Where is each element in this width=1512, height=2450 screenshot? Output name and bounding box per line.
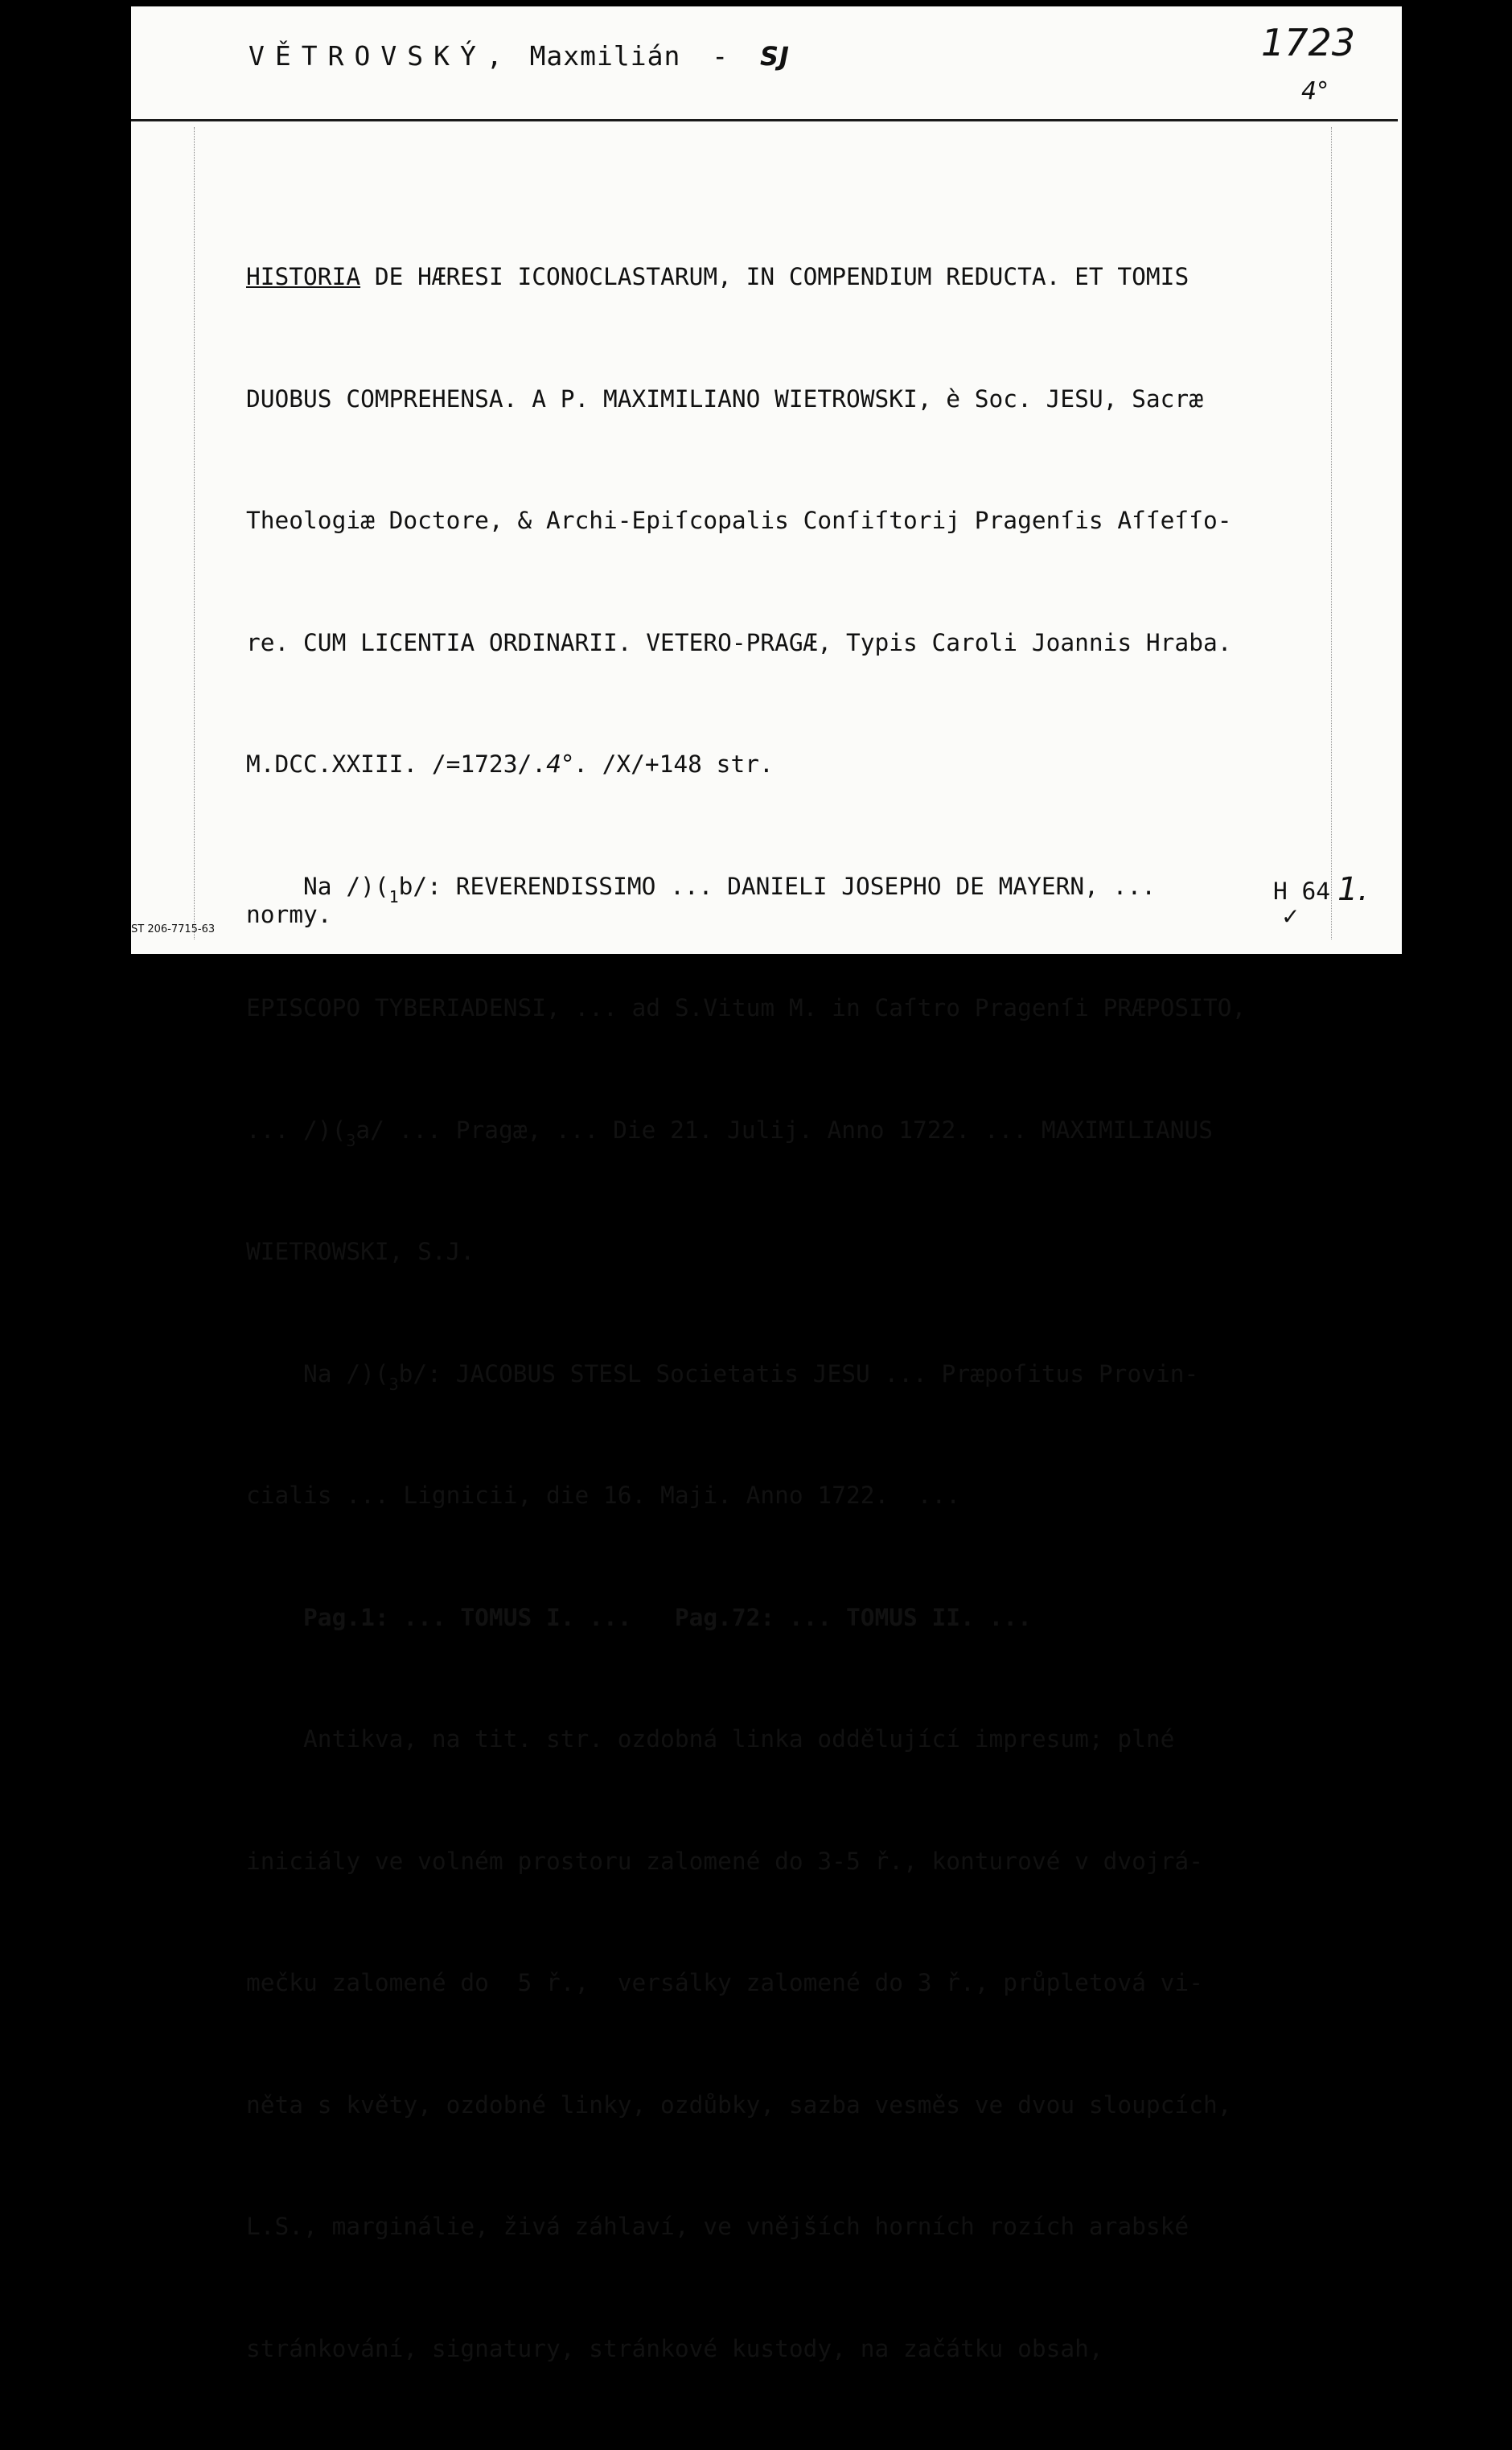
check-mark: ✓ bbox=[1281, 903, 1300, 930]
format-mark: 4° bbox=[1301, 77, 1329, 105]
order-mark: SJ bbox=[760, 41, 790, 72]
entry-line: M.DCC.XXIII. /=1723/.4°. /X/+148 str. bbox=[246, 750, 774, 779]
entry-line: Na $/)(_1b/$: REVERENDISSIMO ... DANIELI JOSEPHO DE MAYERN, ... bbox=[246, 872, 1156, 906]
heading-dash: - bbox=[712, 40, 729, 72]
entry-line: re. CUM LICENTIA ORDINARII. VETERO-PRAGÆ, Typis Caroli Joannis Hraba. bbox=[246, 628, 1232, 656]
entry-line: něta s květy, ozdobné linky, ozdůbky, sazba vesměs ve dvou sloupcích, bbox=[246, 2090, 1232, 2119]
entry-text bbox=[246, 175, 1356, 2450]
print-code: ST 206-7715-63 bbox=[131, 923, 216, 935]
left-margin-line bbox=[194, 127, 195, 939]
entry-line: DUOBUS COMPREHENSA. A P. MAXIMILIANO WIETROWSKI, è Soc. JESU, Sacræ bbox=[246, 384, 1203, 413]
entry-line: L.S., marginálie, živá záhlaví, ve vnějších horních rozích arabské bbox=[246, 2213, 1189, 2240]
handwritten-mark: 1. bbox=[1337, 871, 1369, 908]
entry-line: Pag.1: ... TOMUS I. ... Pag.72: ... TOMUS II. ... bbox=[246, 1603, 1032, 1631]
shelf-mark: H 64 bbox=[1273, 878, 1331, 905]
card-heading bbox=[249, 40, 790, 72]
entry-last-line: normy. bbox=[246, 901, 332, 928]
entry-line: Theologiæ Doctore, & Archi-Epiſcopalis Conſiſtorij Pragenſis Aſſeſſo- bbox=[246, 507, 1232, 534]
header-rule bbox=[131, 119, 1398, 121]
entry-line: EPISCOPO TYBERIADENSI, ... ad S.Vitum M. in Caſtro Pragenſi PRÆPOSITO, bbox=[246, 994, 1247, 1022]
entry-line: WIETROWSKI, S.J. bbox=[246, 1238, 475, 1265]
entry-line: Na $/)(_3b/$: JACOBUS STESL Societatis JESU ... Præpoſitus Provin- bbox=[246, 1359, 1199, 1394]
call-number: 1723 bbox=[1261, 21, 1356, 64]
catalog-card bbox=[131, 6, 1402, 2362]
entry-line: HISTORIA DE HÆRESI ICONOCLASTARUM, IN COMPENDIUM REDUCTA. ET TOMIS bbox=[246, 263, 1189, 290]
entry-line: mečku zalomené do 5 ř., versálky zalomené do 3 ř., průpletová vi- bbox=[246, 1969, 1203, 1996]
handwritten-format: 4° bbox=[545, 750, 574, 779]
entry-line: ... $/)(_3a/$ ... Pragæ, ... Die 21. Julij. Anno 1722. ... MAXIMILIANUS bbox=[246, 1116, 1214, 1150]
author-surname: VĚTROVSKÝ, bbox=[249, 40, 513, 72]
entry-line: stránkování, signatury, stránkové kustody, na začátku obsah, bbox=[246, 2334, 1103, 2362]
entry-line: cialis ... Lignicii, die 16. Maji. Anno 1722. ... bbox=[246, 1482, 961, 1509]
entry-line: Antikva, na tit. str. ozdobná linka oddělující impresum; plné bbox=[246, 1725, 1175, 1753]
entry-line: iniciály ve volném prostoru zalomené do 3-5 ř., konturové v dvojrá- bbox=[246, 1847, 1203, 1875]
title-keyword: HISTORIA bbox=[246, 263, 361, 290]
author-given-name: Maxmilián bbox=[529, 40, 681, 72]
